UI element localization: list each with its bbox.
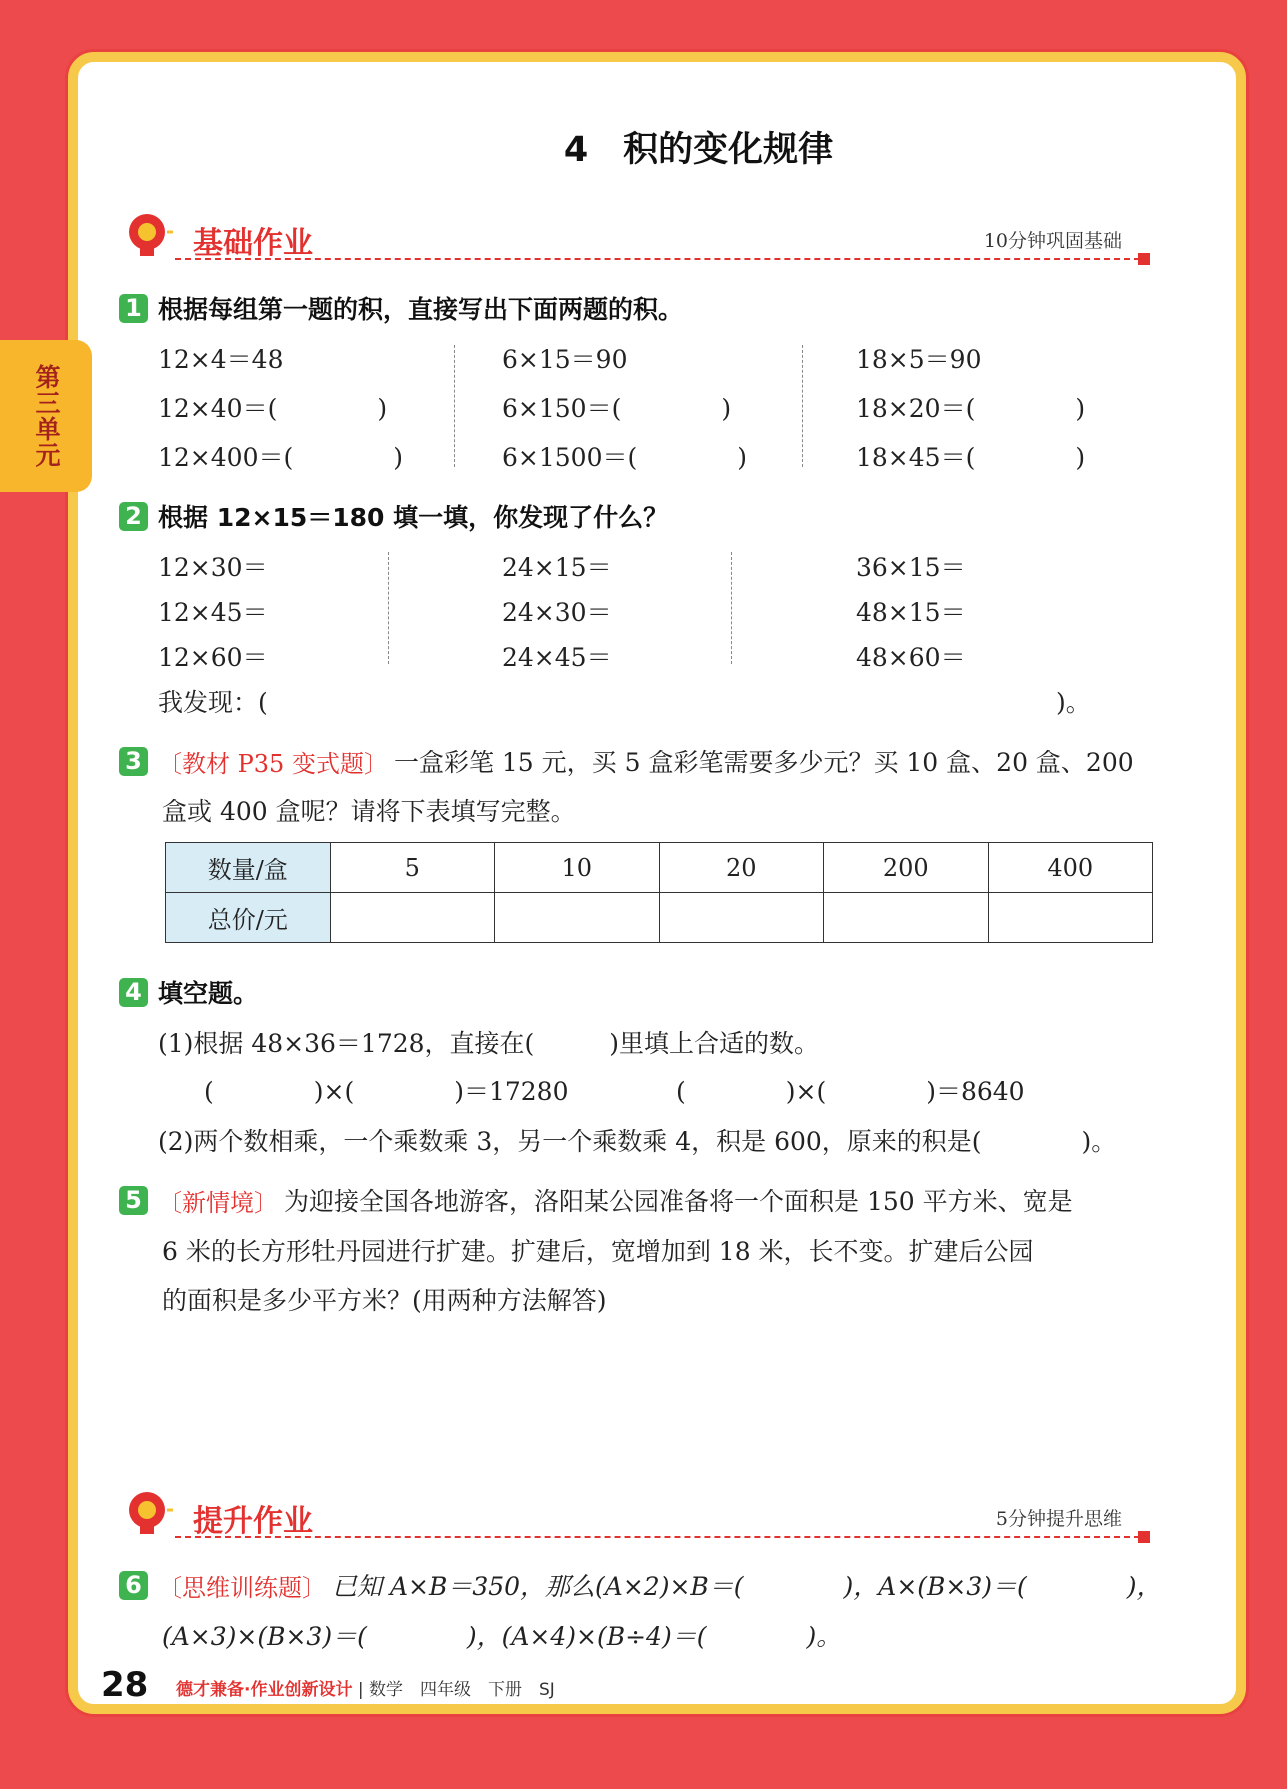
advanced-section-label: 提升作业 — [193, 1504, 313, 1539]
q4-part1: (1)根据 48×36＝1728，直接在( )里填上合适的数。 — [158, 1029, 820, 1058]
table-cell: 5 — [330, 843, 495, 893]
q1-expr: 6×15＝90 — [502, 345, 628, 374]
q1-expr: 12×40＝( ) — [158, 394, 388, 423]
footer-info: | 数学 四年级 下册 SJ — [357, 1680, 555, 1700]
question-4 — [119, 974, 258, 1010]
unit-tab-label: 第三单元 — [32, 364, 61, 468]
question-number: 3 — [119, 747, 148, 776]
q2-expr: 48×15＝ — [856, 598, 966, 627]
q2-expr: 12×60＝ — [158, 643, 268, 672]
q2-discover: 我发现：( — [158, 688, 268, 717]
q2-discover-end: )。 — [1056, 688, 1091, 717]
divider-end — [1138, 1531, 1150, 1543]
question-text: 填空题。 — [158, 979, 259, 1008]
page-title: 4 积的变化规律 — [563, 130, 834, 170]
question-tag: 〔新情境〕 — [158, 1188, 278, 1217]
q3-line1: 一盒彩笔 15 元，买 5 盒彩笔需要多少元？买 10 盒、20 盒、200 — [393, 748, 1134, 777]
question-number: 4 — [119, 978, 148, 1007]
question-tag: 〔思维训练题〕 — [158, 1573, 326, 1602]
basic-section-header — [115, 210, 1160, 270]
question-number: 5 — [119, 1186, 148, 1215]
table-cell: 20 — [659, 843, 824, 893]
answer-cell[interactable] — [824, 893, 989, 943]
advanced-section-sub: 5分钟提升思维 — [995, 1508, 1122, 1530]
column-divider — [731, 552, 732, 664]
divider-end — [1138, 253, 1150, 265]
question-number: 2 — [119, 502, 148, 531]
question-number: 1 — [119, 294, 148, 323]
basic-section-label: 基础作业 — [193, 226, 313, 261]
q5-line1: 为迎接全国各地游客，洛阳某公园准备将一个面积是 150 平方米、宽是 — [284, 1187, 1073, 1216]
lightbulb-icon — [123, 1488, 173, 1538]
question-6 — [119, 1567, 1162, 1603]
section-divider — [175, 1536, 1140, 1538]
answer-cell[interactable] — [330, 893, 495, 943]
table-row — [166, 843, 1153, 893]
section-divider — [175, 258, 1140, 260]
question-text: 根据 12×15＝180 填一填，你发现了什么？ — [158, 503, 669, 532]
q4-part1a: ( )×( )＝17280 — [204, 1077, 569, 1106]
question-2 — [119, 498, 668, 534]
q1-expr: 18×20＝( ) — [856, 394, 1086, 423]
question-number: 6 — [119, 1571, 148, 1600]
q1-expr: 6×1500＝( ) — [502, 443, 747, 472]
q5-line2: 6 米的长方形牡丹园进行扩建。扩建后，宽增加到 18 米，长不变。扩建后公园 — [162, 1237, 1034, 1266]
column-divider — [802, 345, 803, 467]
q2-expr: 24×45＝ — [502, 643, 612, 672]
q5-line3: 的面积是多少平方米？(用两种方法解答) — [162, 1286, 607, 1315]
q1-expr: 18×45＝( ) — [856, 443, 1086, 472]
q4-part2: (2)两个数相乘，一个乘数乘 3，另一个乘数乘 4，积是 600，原来的积是( )。 — [158, 1127, 1117, 1156]
q2-expr: 12×45＝ — [158, 598, 268, 627]
q2-expr: 36×15＝ — [856, 553, 966, 582]
question-5 — [119, 1182, 1073, 1218]
table-cell: 10 — [495, 843, 660, 893]
question-tag: 〔教材 P35 变式题〕 — [158, 749, 388, 778]
q2-expr: 24×15＝ — [502, 553, 612, 582]
q4-part1b: ( )×( )＝8640 — [676, 1077, 1025, 1106]
q3-line2: 盒或 400 盒呢？请将下表填写完整。 — [162, 797, 576, 826]
table-cell: 200 — [824, 843, 989, 893]
question-3 — [119, 743, 1134, 779]
answer-cell[interactable] — [659, 893, 824, 943]
price-table — [165, 842, 1153, 943]
q1-expr: 12×4＝48 — [158, 345, 284, 374]
q6-line2: (A×3)×(B×3)＝( )，(A×4)×(B÷4)＝( )。 — [162, 1622, 842, 1651]
question-text: 根据每组第一题的积，直接写出下面两题的积。 — [158, 295, 684, 324]
column-divider — [454, 345, 455, 467]
q2-expr: 12×30＝ — [158, 553, 268, 582]
table-head-cell: 数量/盒 — [166, 843, 331, 893]
answer-cell[interactable] — [495, 893, 660, 943]
table-head-cell: 总价/元 — [166, 893, 331, 943]
answer-cell[interactable] — [988, 893, 1153, 943]
table-row — [166, 893, 1153, 943]
q1-expr: 12×400＝( ) — [158, 443, 403, 472]
lightbulb-icon — [123, 210, 173, 260]
page-number: 28 — [101, 1665, 149, 1705]
advanced-section-header — [115, 1488, 1160, 1548]
q2-expr: 48×60＝ — [856, 643, 966, 672]
footer-text — [176, 1675, 555, 1700]
q2-expr: 24×30＝ — [502, 598, 612, 627]
q1-expr: 18×5＝90 — [856, 345, 982, 374]
q1-expr: 6×150＝( ) — [502, 394, 732, 423]
footer-brand: 德才兼备·作业创新设计 — [176, 1680, 353, 1700]
basic-section-sub: 10分钟巩固基础 — [983, 230, 1122, 252]
column-divider — [388, 552, 389, 664]
table-cell: 400 — [988, 843, 1153, 893]
q6-line1: 已知 A×B＝350，那么(A×2)×B＝( )，A×(B×3)＝( )， — [332, 1572, 1162, 1601]
question-1 — [119, 290, 683, 326]
unit-tab — [0, 340, 92, 492]
